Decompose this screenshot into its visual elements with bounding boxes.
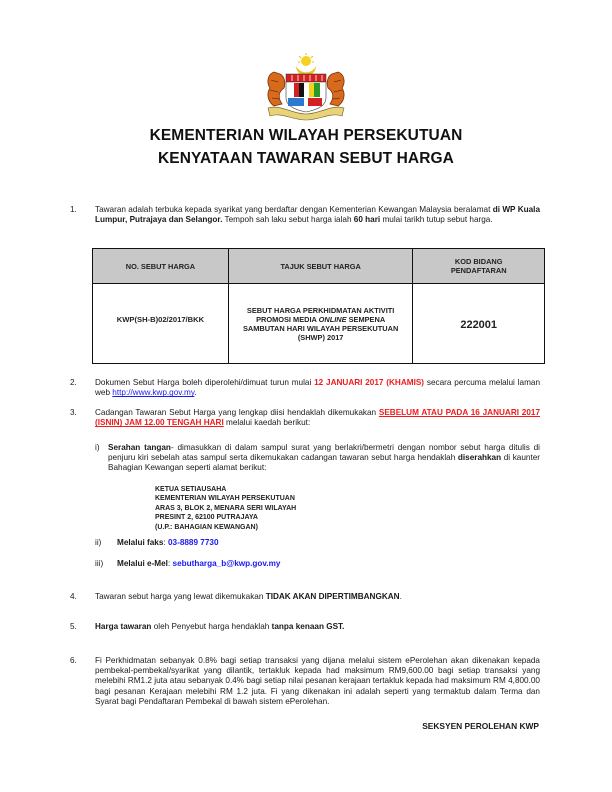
item-4-text — [95, 592, 540, 602]
text-run: Cadangan Tawaran Sebut Harga yang lengkap diisi hendaklah dikemukakan — [95, 408, 379, 417]
item-2-text — [95, 378, 540, 398]
text-run: - dimasukkan di dalam sampul surat yang berlakri/bermetri dengan nombor sebut harga ditulis di penjuru kiri sebelah atas sampul serta dikemukakan cadangan tawaran sebut harga hendaklah — [108, 443, 540, 463]
item-3-text — [95, 408, 540, 428]
subitem-i-number: i) — [95, 443, 100, 452]
deadline: SEBELUM ATAU PADA 16 JANUARI 2017 (ISNIN) JAM 12.00 TENGAH HARI — [95, 408, 540, 428]
text-run: di kaunter Bahagian Kewangan seperti alamat berikut: — [108, 453, 540, 473]
text-run: Tawaran sebut harga yang lewat dikemukakan — [95, 592, 266, 601]
item-1-text — [95, 205, 540, 225]
ministry-name: KEMENTERIAN WILAYAH PERSEKUTUAN — [149, 127, 463, 144]
text-run: SEMPENA SAMBUTAN HARI WILAYAH PERSEKUTUAN (SHWP) 2017 — [242, 314, 399, 342]
start-date: 12 JANUARI 2017 (KHAMIS) — [314, 378, 425, 387]
item-5-text — [95, 622, 540, 632]
mailing-address — [155, 485, 296, 532]
website-link[interactable]: http://www.kwp.gov.my — [112, 388, 195, 398]
text-run: : — [167, 559, 173, 568]
quotation-title — [228, 284, 412, 364]
item-4-number: 4. — [70, 592, 77, 601]
text-run: Tempoh sah laku sebut harga ialah — [222, 215, 354, 225]
quotation-table — [92, 248, 545, 364]
bold-faks: Melalui faks — [117, 538, 164, 547]
header-no-sebut-harga: NO. SEBUT HARGA — [93, 249, 229, 284]
bold-serahan: Serahan tangan — [108, 443, 171, 452]
bold-location: di WP Kuala Lumpur, Putrajaya dan Selangor. — [95, 205, 540, 225]
text-run: Tawaran adalah terbuka kepada syarikat yang berdaftar dengan Kementerian Kewangan Malaysia beralamat — [95, 205, 493, 214]
text-run: oleh Penyebut harga hendaklah — [151, 622, 272, 631]
document-title: KENYATAAN TAWARAN SEBUT HARGA — [158, 150, 454, 167]
item-5-number: 5. — [70, 622, 77, 631]
text-run: Fi Perkhidmatan sebanyak 0.8% bagi setiap transaksi yang dijana melalui sistem ePerolehan akan dikenakan kepada pembekal-pembekal/syarikat yang dilantik, tertakluk kepada had maksimum RM9,600.00 bagi setiap transaksi yang melebihi RM1.2 juta atau sebanyak 0.4% bagi setiap nilai pesanan kerajaan tertakluk kepada had maksimum RM 4,800.00 bagi pesanan Kerajaan melebihi RM 1.2 juta. Fi yang dikenakan ini adalah seperti yang termaktub dalam Terma dan Syarat bagi Pendaftaran Pembekal di bawah sistem ePerolehan. — [95, 656, 540, 706]
address-line: ARAS 3, BLOK 2, MENARA SERI WILAYAH — [155, 504, 297, 512]
address-line: KETUA SETIAUSAHA — [155, 486, 227, 493]
address-line: KEMENTERIAN WILAYAH PERSEKUTUAN — [155, 495, 295, 503]
item-2-number: 2. — [70, 378, 77, 387]
email-address[interactable]: sebutharga_b@kwp.gov.my — [172, 559, 281, 568]
header-kod-bidang: KOD BIDANG PENDAFTARAN — [413, 249, 545, 284]
address-line: PRESINT 2, 62100 PUTRAJAYA — [155, 514, 258, 522]
quotation-number: KWP(SH-B)02/2017/BKK — [93, 284, 229, 364]
text-run: Dokumen Sebut Harga boleh diperolehi/dimuat turun mulai — [95, 378, 315, 387]
text-run: . — [194, 388, 197, 398]
text-run: mulai tarikh tutup sebut harga. — [380, 215, 493, 225]
signature-section: SEKSYEN PEROLEHAN KWP — [422, 721, 539, 731]
bold-email: Melalui e-Mel — [117, 559, 168, 568]
table-header-row — [93, 249, 545, 284]
text-run: : — [163, 538, 168, 547]
text-run: secara percuma melalui laman web — [95, 378, 540, 398]
bold-validity: 60 hari — [353, 215, 381, 225]
subitem-iii-number: iii) — [95, 559, 104, 568]
fax-number: 03-8889 7730 — [167, 538, 219, 547]
subitem-ii-number: ii) — [95, 538, 102, 547]
italic-online: ONLINE — [318, 314, 347, 324]
header-tajuk: TAJUK SEBUT HARGA — [228, 249, 412, 284]
text-run: . — [399, 592, 402, 601]
coat-of-arms-crest — [256, 52, 356, 122]
bold-gst: tanpa kenaan GST. — [271, 622, 345, 631]
text-run: melalui kaedah berikut: — [223, 418, 311, 428]
subitem-i-text — [108, 443, 540, 474]
table-row — [93, 284, 545, 364]
bold-diserahkan: diserahkan — [457, 453, 502, 463]
item-1-number: 1. — [70, 205, 77, 214]
subitem-iii-text — [117, 559, 280, 569]
registration-code: 222001 — [413, 284, 545, 364]
address-line: (U.P.: BAHAGIAN KEWANGAN) — [155, 523, 258, 531]
item-3-number: 3. — [70, 408, 77, 417]
text-run: SEBUT HARGA PERKHIDMATAN AKTIVITI PROMOSI MEDIA — [246, 305, 395, 324]
item-6-number: 6. — [70, 656, 77, 665]
bold-harga: Harga tawaran — [95, 622, 152, 631]
item-6-text — [95, 656, 540, 707]
bold-warning: TIDAK AKAN DIPERTIMBANGKAN — [265, 592, 400, 601]
subitem-ii-text — [117, 538, 219, 548]
